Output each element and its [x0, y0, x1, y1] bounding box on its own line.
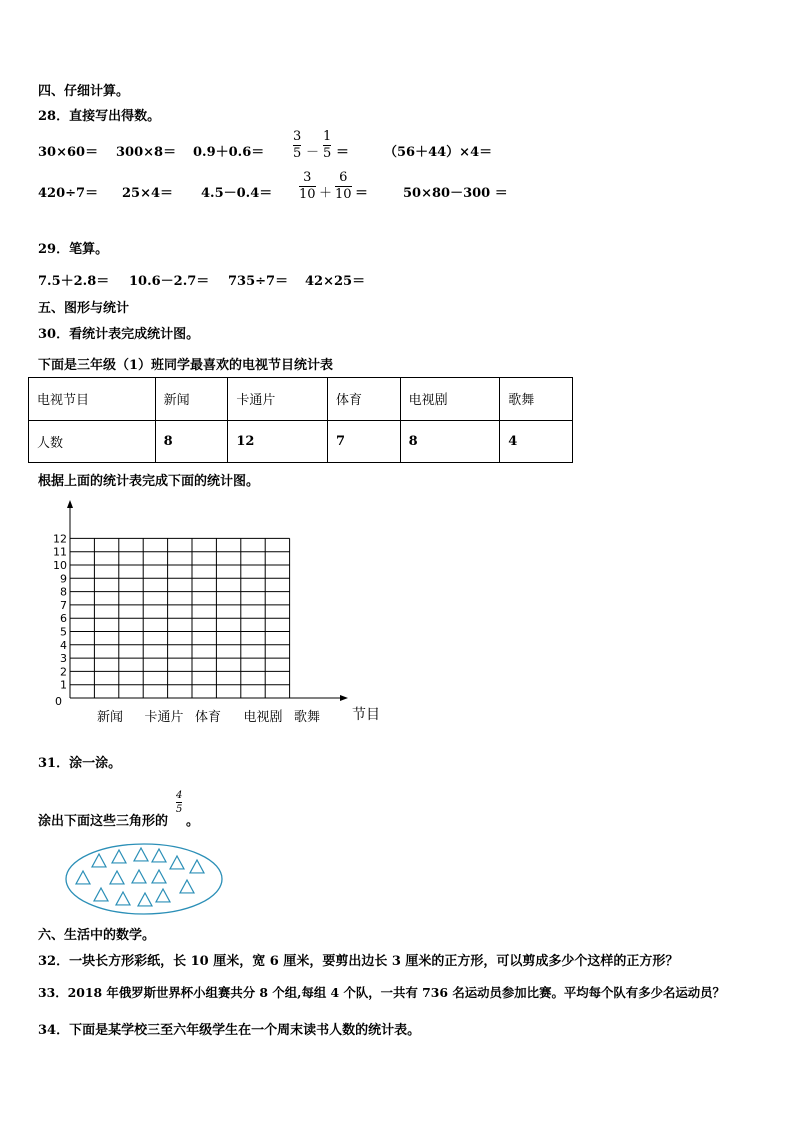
calc-item: 0.9＋0.6＝ [193, 145, 265, 160]
table-row [29, 378, 573, 421]
fraction-denominator: 10 [299, 187, 316, 202]
fraction-numerator: 3 [303, 170, 312, 185]
table-cell: 12 [228, 420, 328, 463]
q30-title: 30．看统计表完成统计图。 [38, 327, 200, 342]
q34-text: 34．下面是某学校三至六年级学生在一个周末读书人数的统计表。 [38, 1023, 421, 1038]
fraction [335, 170, 352, 203]
x-category-label: 卡通片 [144, 710, 184, 725]
q33-text: 33．2018 年俄罗斯世界杯小组赛共分 8 个组,每组 4 个队，一共有 736 名运动员参加比赛。平均每个队有多少名运动员？ [38, 985, 725, 1000]
q31-text-main: 涂出下面这些三角形的 [38, 814, 169, 829]
triangle-shape [94, 888, 108, 901]
q29-title: 29．笔算。 [38, 242, 109, 257]
fraction-denominator: 10 [335, 187, 352, 202]
triangle-shape [180, 880, 194, 893]
calc-item: 50×80－300 ＝ [403, 186, 508, 201]
y-tick-label: 9 [60, 572, 67, 586]
calc-item: 25×4＝ [122, 186, 174, 201]
calc-item: 735÷7＝ [228, 274, 289, 289]
fraction-numerator: 6 [339, 170, 348, 185]
triangle-shape [132, 870, 146, 883]
period: 。 [186, 814, 200, 829]
equals-sign: ＝ [336, 145, 350, 160]
section-5-title: 五、图形与统计 [38, 301, 130, 316]
operator: ＋ [319, 186, 333, 201]
fraction-denominator: 5 [176, 804, 183, 815]
table-cell: 电视节目 [29, 378, 156, 421]
y-tick-label: 3 [60, 652, 67, 666]
x-category-label: 歌舞 [293, 710, 321, 725]
triangle-shape [116, 892, 130, 905]
fraction-numerator: 3 [293, 129, 302, 144]
y-tick-label: 11 [53, 545, 67, 559]
x-category-label: 体育 [194, 710, 222, 725]
y-tick-label: 12 [53, 532, 67, 546]
triangle-shape [152, 849, 166, 862]
calc-item: 420÷7＝ [38, 186, 99, 201]
table-cell: 8 [400, 420, 500, 463]
calc-item: 4.5－0.4＝ [201, 186, 273, 201]
table-title: 下面是三年级（1）班同学最喜欢的电视节目统计表 [38, 358, 334, 373]
table-cell: 歌舞 [500, 378, 573, 421]
fraction-denominator: 5 [323, 146, 332, 161]
triangle-shape [112, 850, 126, 863]
triangle-shape [138, 893, 152, 906]
calc-item: 42×25＝ [305, 274, 366, 289]
y-tick-label: 5 [60, 625, 67, 639]
calc-item: 300×8＝ [116, 145, 177, 160]
section-4-title: 四、仔细计算。 [38, 84, 130, 99]
table-row [29, 420, 573, 463]
q32-text: 32．一块长方形彩纸，长 10 厘米，宽 6 厘米，要剪出边长 3 厘米的正方形，可以剪成多少个这样的正方形？ [38, 954, 679, 969]
y-tick-label: 6 [60, 612, 67, 626]
fraction [176, 789, 182, 816]
y-tick-label: 0 [55, 695, 62, 708]
calc-item: 30×60＝ [38, 145, 99, 160]
triangle-shape [92, 854, 106, 867]
equals-sign: ＝ [355, 186, 369, 201]
y-tick-label: 7 [60, 598, 67, 612]
table-cell: 电视剧 [400, 378, 500, 421]
x-category-label: 新闻 [96, 710, 124, 725]
fraction-denominator: 5 [293, 146, 302, 161]
table-cell: 4 [500, 420, 573, 463]
triangle-shape [110, 871, 124, 884]
triangle-shape [152, 870, 166, 883]
y-axis-arrow [67, 500, 73, 508]
table-cell: 体育 [327, 378, 400, 421]
x-axis-label: 节目 [352, 707, 380, 723]
triangle-ellipse[interactable] [63, 841, 227, 917]
table-cell: 8 [155, 420, 228, 463]
y-tick-label: 4 [60, 638, 67, 652]
q28-title: 28．直接写出得数。 [38, 109, 161, 124]
triangle-shape [170, 856, 184, 869]
triangle-shape [134, 848, 148, 861]
table-cell: 卡通片 [228, 378, 328, 421]
y-tick-label: 2 [60, 665, 67, 679]
stat-table [28, 377, 573, 463]
y-tick-label: 10 [53, 559, 67, 572]
y-tick-label: 8 [60, 585, 67, 599]
fraction-numerator: 4 [176, 790, 183, 801]
fraction [323, 129, 331, 162]
chart-instruction: 根据上面的统计表完成下面的统计图。 [38, 474, 260, 489]
y-tick-label: 1 [60, 678, 67, 692]
operator: － [306, 145, 320, 160]
bar-chart-grid[interactable] [30, 500, 380, 730]
triangle-shape [190, 860, 204, 873]
calc-item: （56＋44）×4＝ [384, 145, 493, 160]
x-category-label: 电视剧 [243, 710, 283, 725]
q31-title: 31．涂一涂。 [38, 756, 122, 771]
fraction-numerator: 1 [323, 129, 332, 144]
table-cell: 新闻 [155, 378, 228, 421]
calc-item: 7.5＋2.8＝ [38, 274, 110, 289]
x-axis-arrow [340, 695, 348, 701]
triangle-shape [156, 889, 170, 902]
section-6-title: 六、生活中的数学。 [38, 928, 156, 943]
q31-text [38, 810, 168, 829]
fraction [293, 129, 301, 162]
calc-item: 10.6－2.7＝ [129, 274, 210, 289]
table-cell: 人数 [29, 420, 156, 463]
table-cell: 7 [327, 420, 400, 463]
fraction [299, 170, 316, 203]
triangle-shape [76, 871, 90, 884]
